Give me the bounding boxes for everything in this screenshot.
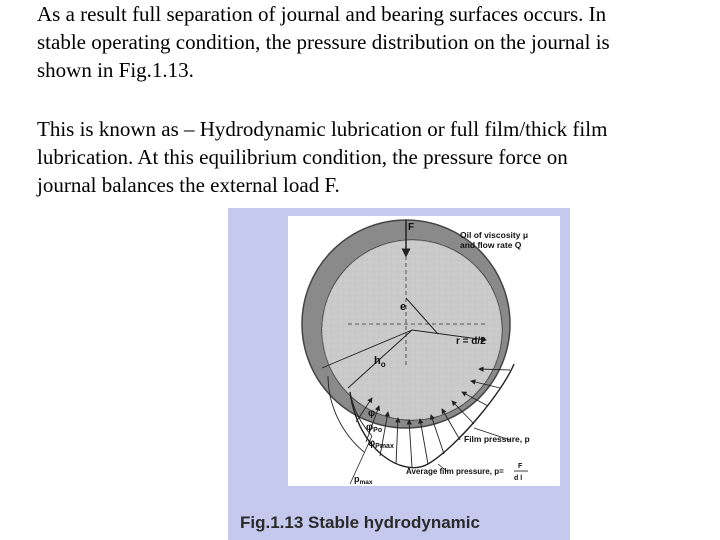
bearing-diagram-svg [288, 216, 560, 486]
paragraph-line: shown in Fig.1.13. [37, 58, 194, 82]
paragraph-line: As a result full separation of journal and bearing surfaces occurs. In [37, 2, 607, 26]
paragraph-line: stable operating condition, the pressure distribution on the journal is [37, 30, 610, 54]
figure-caption: Fig.1.13 Stable hydrodynamic [240, 513, 480, 532]
label-load: F [408, 222, 415, 233]
label-min-film: $h_o$ [374, 355, 386, 369]
paragraph-hydrodynamic [37, 115, 717, 199]
paragraph-line: journal balances the external load F. [37, 173, 340, 197]
label-phi-p0: $\varphi_{Po}$ [366, 422, 383, 434]
label-phi-pmax: $\varphi_{Pmax}$ [368, 438, 394, 450]
label-avg-pressure: Average film pressure, p= [406, 467, 504, 476]
label-oil-line1: Oil of viscosity μ [460, 230, 529, 240]
label-angle: φ [368, 408, 376, 419]
paragraph-separation [37, 0, 717, 84]
label-avg-frac-num: F [518, 463, 523, 470]
label-eccentricity: e [400, 301, 407, 313]
label-oil-line2: and flow rate Q [460, 240, 522, 250]
paragraph-line: lubrication. At this equilibrium condition, the pressure force on [37, 145, 568, 169]
label-film-pressure: Film pressure, p [464, 434, 530, 444]
label-pmax: $p_{max}$ [354, 474, 373, 486]
figure-panel [228, 208, 570, 540]
label-avg-frac-den: d l [514, 475, 523, 482]
label-radius: r = d/2 [456, 336, 486, 347]
figure-diagram [288, 216, 560, 486]
paragraph-line: This is known as – Hydrodynamic lubrication or full film/thick film [37, 117, 608, 141]
